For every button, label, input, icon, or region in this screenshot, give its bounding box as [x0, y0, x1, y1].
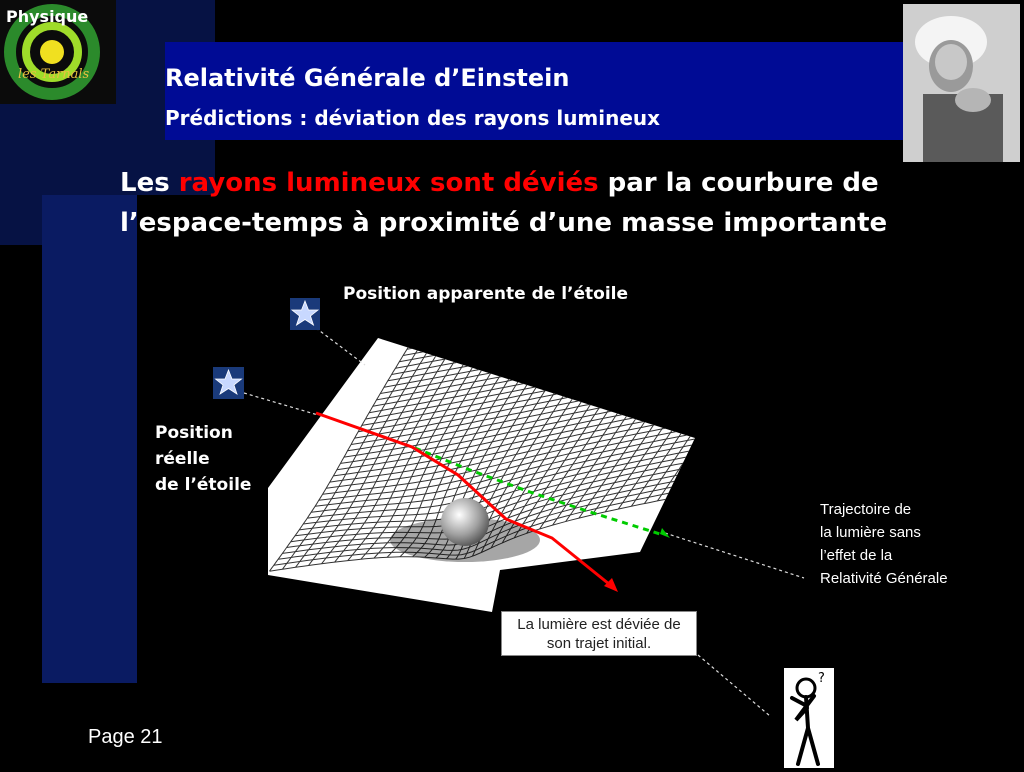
callout-box — [501, 611, 697, 656]
straight-ray-arrow — [660, 528, 670, 538]
intro-part1: Les — [120, 168, 179, 198]
page-number: Page 21 — [88, 726, 163, 748]
star-icon — [213, 367, 244, 399]
intro-part2: par la courbure de l’espace-temps à proximité d’une masse importante — [120, 168, 888, 238]
apparent-guide-line — [316, 328, 365, 365]
thinker-question-mark: ? — [818, 671, 825, 686]
trajectory-guide-line — [665, 533, 804, 578]
mass-sphere — [441, 498, 489, 546]
real-guide-line — [244, 393, 318, 415]
label-trajectory-line: l’effet de la — [820, 547, 893, 564]
intro-highlight: rayons lumineux sont déviés — [178, 168, 599, 198]
callout-line: son trajet initial. — [546, 635, 652, 652]
thinker-figure — [784, 668, 834, 768]
spacetime-grid — [268, 263, 866, 612]
label-real-line: de l’étoile — [155, 475, 252, 495]
logo-text-bottom: les Tarnals — [18, 67, 90, 82]
label-trajectory-line: Trajectoire de — [820, 501, 912, 518]
slide-subtitle: Prédictions : déviation des rayons lumineux — [165, 106, 661, 130]
label-trajectory-line: Relativité Générale — [820, 570, 948, 587]
star-icon — [290, 298, 320, 330]
callout-line: La lumière est déviée de — [517, 616, 681, 633]
label-real-position — [155, 420, 251, 498]
slide-title: Relativité Générale d’Einstein — [165, 64, 570, 92]
callout-guide-line — [698, 655, 770, 716]
label-trajectory-line: la lumière sans — [820, 524, 921, 541]
label-real-line: réelle — [155, 449, 210, 469]
logo-text-top: Physique — [6, 7, 89, 26]
label-trajectory — [820, 498, 948, 590]
label-real-line: Position — [155, 423, 233, 443]
label-apparent-position: Position apparente de l’étoile — [343, 284, 629, 304]
